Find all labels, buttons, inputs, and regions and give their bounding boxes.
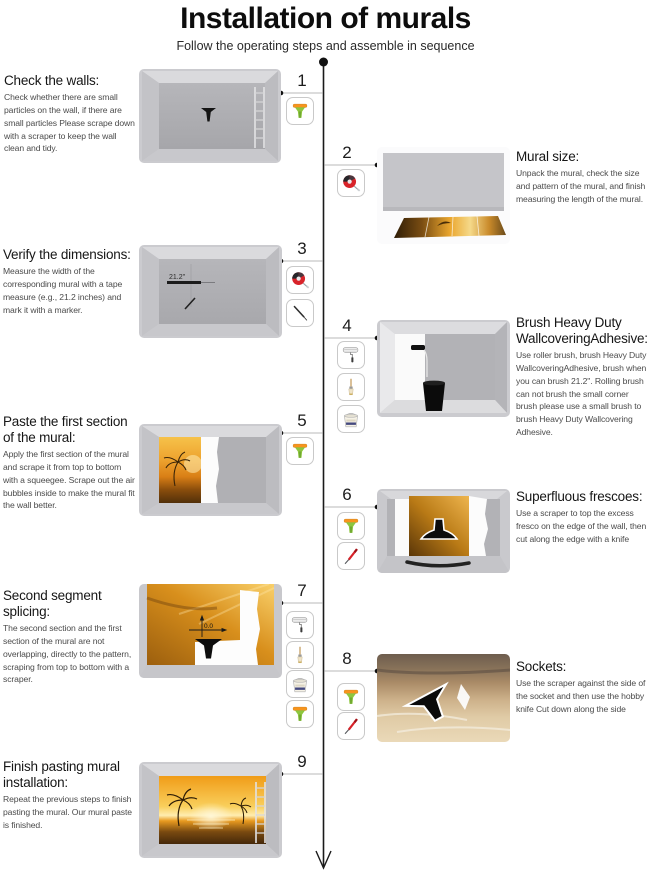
unrolled-mural <box>394 216 506 238</box>
adhesive-bucket-icon <box>337 405 365 433</box>
step-body: Use roller brush, brush Heavy Duty WallcoveringAdhesive, brush when you can brush 21.2". Rolling brush can not brush the small corner brush please use a small brush to brush Heavy Duty Wallcovering Adhesive. <box>516 349 647 438</box>
first-section-image <box>139 424 282 516</box>
step1-text <box>4 73 137 155</box>
adhesive-painted-strip <box>395 334 425 400</box>
tape-measure-icon <box>286 266 314 294</box>
adhesive-bucket-icon <box>286 670 314 698</box>
room-check-image <box>139 69 281 163</box>
step5-text <box>3 414 137 512</box>
tape-strip <box>167 281 201 284</box>
squeegee-icon <box>286 437 314 465</box>
step-number-9: 9 <box>297 752 307 771</box>
knife-icon <box>337 712 365 740</box>
squeegee-icon <box>286 97 314 125</box>
roller-brush-icon <box>337 341 365 369</box>
timeline-start-dot <box>319 58 328 67</box>
step-title: Paste the first section of the mural: <box>3 414 128 445</box>
paint-roller <box>411 345 425 350</box>
page-title: Installation of murals <box>180 2 471 35</box>
step-title: Second segment splicing: <box>3 588 102 619</box>
step-title: Mural size: <box>516 149 580 164</box>
step7-text <box>3 588 139 686</box>
excess-trim-image <box>377 489 510 573</box>
step-body: Apply the first section of the mural and scrape it from top to bottom with a squeegee. Scrape out the air bubbles inside to make the mural fit the wall better. <box>3 448 135 511</box>
small-brush-icon <box>286 641 314 669</box>
step-body: Unpack the mural, check the size and pattern of the mural, and finish measuring the length of the mural. <box>516 167 646 204</box>
squeegee-icon <box>337 512 365 540</box>
measure-image <box>139 245 282 338</box>
step-number-2: 2 <box>342 143 352 162</box>
step-title: Sockets: <box>516 659 567 674</box>
small-brush-icon <box>337 373 365 401</box>
knife-icon <box>337 542 365 570</box>
step-title: Check the walls: <box>4 73 100 88</box>
page-subtitle: Follow the operating steps and assemble in sequence <box>176 39 475 53</box>
step-number-5: 5 <box>297 411 307 430</box>
step8-text <box>516 659 650 716</box>
finished-mural-image <box>139 762 282 858</box>
adhesive-bucket <box>423 383 445 411</box>
origin-label: 0.0 <box>204 623 214 630</box>
torn-white-strip <box>201 437 219 503</box>
step-number-3: 3 <box>297 239 307 258</box>
step-number-6: 6 <box>342 485 352 504</box>
step-number-7: 7 <box>297 581 307 600</box>
step-title: Superfluous frescoes: <box>516 489 643 504</box>
step-title: Verify the dimensions: <box>3 247 131 262</box>
splice-image <box>139 584 282 678</box>
step-body: Use the scraper against the side of the socket and then use the hobby knife Cut down along the side <box>516 677 646 714</box>
step-number-1: 1 <box>297 71 307 90</box>
step-body: Use a scraper to top the excess fresco on the edge of the wall, then cut along the edge with a knife <box>516 507 647 544</box>
step-body: Check whether there are small particles on the wall, if there are small particles Please scrape down with a scraper to keep the wall clean and tidy. <box>4 91 135 154</box>
adhesive-image <box>377 320 510 417</box>
tape-measure-icon <box>337 169 365 197</box>
squeegee-icon <box>337 683 365 711</box>
measurement-label: 21.2" <box>169 274 186 281</box>
timeline-arrow-icon <box>316 851 331 868</box>
step-title: Brush Heavy Duty WallcoveringAdhesive: <box>516 315 648 346</box>
mural-size-image <box>377 147 510 244</box>
step-number-8: 8 <box>342 649 352 668</box>
roller-brush-icon <box>286 611 314 639</box>
marker-icon <box>286 299 314 327</box>
socket-image <box>377 654 510 742</box>
step-body: Repeat the previous steps to finish pasting the mural. Our mural paste is finished. <box>3 793 132 830</box>
step-title: Finish pasting mural installation: <box>3 759 120 790</box>
step4-text <box>516 315 651 439</box>
step9-text <box>3 759 137 832</box>
step-number-4: 4 <box>342 316 352 335</box>
step6-text <box>516 489 650 546</box>
header <box>0 0 651 53</box>
step-body: Measure the width of the corresponding mural with a tape measure (e.g., 21.2 inches) and mark it with a marker. <box>3 265 123 315</box>
step-body: The second section and the first section of the mural are not overlapping, directly to the pattern, scraping from top to bottom with a scraper. <box>3 622 132 685</box>
step3-text <box>3 247 137 316</box>
step2-text <box>516 149 650 206</box>
squeegee-icon <box>286 700 314 728</box>
